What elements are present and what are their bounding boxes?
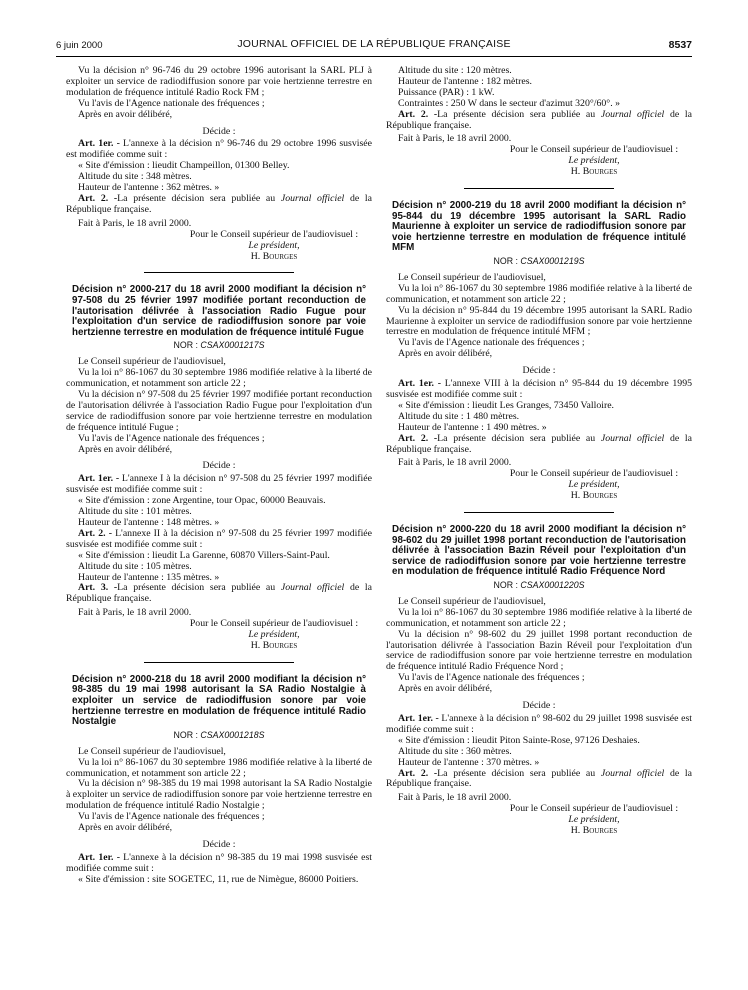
site-emission: « Site d'émission : lieudit Les Granges, 73450 Valloire. (398, 399, 614, 411)
signatory: H. Bourges (250, 639, 298, 651)
nor-label: NOR : (493, 256, 521, 267)
nor-code: CSAX0001217S (200, 340, 265, 351)
article-text: L'annexe à la décision n° 98-385 du 19 mai 1998 susvisée est modifiée comme suit : (66, 851, 372, 874)
vu-decision: Vu la décision n° 95-844 du 19 décembre 1995 autorisant la SARL Radio Maurienne à exploiter un service de radiodiffusion sonore par voie hertzienne terrestre en modulation de fréquence intitulé MFM ; (386, 304, 692, 338)
signature-title: Le président, (248, 239, 300, 251)
publication-date: 6 juin 2000 (56, 40, 103, 51)
article-text: La présente décision sera publiée au (437, 108, 601, 120)
hauteur-antenne: Hauteur de l'antenne : 148 mètres. » (78, 516, 220, 528)
fait-a-paris: Fait à Paris, le 18 avril 2000. (398, 457, 512, 469)
separator (464, 512, 614, 513)
site-emission: « Site d'émission : lieudit Piton Sainte-Rose, 97126 Deshaies. (398, 734, 640, 746)
article-1 (386, 379, 692, 401)
article-text: de la République française. (66, 192, 372, 215)
article-text: de la République française. (386, 108, 692, 131)
article-text: L'annexe à la décision n° 96-746 du 29 octobre 1996 susvisée est modifiée comme suit : (66, 138, 372, 161)
signature-pour: Pour le Conseil supérieur de l'audiovisuel : (509, 144, 679, 156)
decision-2000-219 (386, 201, 692, 502)
journal-officiel-ref: Journal officiel (600, 108, 665, 120)
separator (464, 188, 614, 189)
vu-avis: Vu l'avis de l'Agence nationale des fréquences ; (398, 337, 585, 349)
hauteur-antenne: Hauteur de l'antenne : 1 490 mètres. » (398, 421, 547, 433)
decision-2000-220 (386, 525, 692, 837)
altitude: Altitude du site : 101 mètres. (78, 506, 192, 518)
signature-title: Le président, (568, 155, 620, 167)
hauteur-antenne: Hauteur de l'antenne : 362 mètres. » (78, 182, 220, 194)
header-rule (56, 56, 692, 57)
article-text: La présente décision sera publiée au (117, 582, 281, 594)
signature-pour: Pour le Conseil supérieur de l'audiovisuel : (509, 468, 679, 480)
signature-title: Le président, (568, 814, 620, 826)
site-emission: « Site d'émission : lieudit La Garenne, 60870 Villers-Saint-Paul. (78, 549, 330, 561)
decision-2000-218 (66, 675, 372, 886)
decision-title: Décision n° 2000-218 du 18 avril 2000 modifiant la décision n° 98-385 du 19 mai 1998 autorisant la SA Radio Nostalgie à exploiter un service de radiodiffusion sonore par voie hertzienne terrestre en modulation de fréquence intitulé Radio Nostalgie (72, 673, 366, 728)
signature-pour: Pour le Conseil supérieur de l'audiovisuel : (189, 618, 359, 630)
conseil: Le Conseil supérieur de l'audiovisuel, (78, 745, 226, 757)
journal-officiel-ref: Journal officiel (280, 192, 345, 204)
nor-line (66, 730, 372, 741)
vu-decision: Vu la décision n° 98-602 du 29 juillet 1998 portant reconduction de l'autorisation délivrée à l'association Bazin Réveil pour l'exploitation d'un service de radiodiffusion sonore par voie hertzienne terrestre en modulation de fréquence intitulé Radio Fréquence Nord ; (386, 628, 692, 673)
altitude: Altitude du site : 360 mètres. (398, 745, 512, 757)
altitude: Altitude du site : 348 mètres. (78, 171, 192, 183)
article-text: La présente décision sera publiée au (437, 767, 601, 779)
decide-heading: Décide : (202, 125, 236, 137)
article-label: Art. 2. - (78, 192, 118, 204)
puissance: Puissance (PAR) : 1 kW. (398, 86, 495, 98)
article-text: L'annexe à la décision n° 98-602 du 29 juillet 1998 susvisée est modifiée comme suit : (386, 713, 692, 735)
article-2 (386, 110, 692, 132)
nor-line (386, 580, 692, 591)
altitude: Altitude du site : 120 mètres. (398, 65, 512, 76)
separator (144, 662, 294, 663)
nor-code: CSAX0001218S (200, 729, 265, 740)
article-text: La présente décision sera publiée au (117, 192, 281, 204)
vu-decision: Vu la décision n° 98-385 du 19 mai 1998 autorisant la SA Radio Nostalgie à exploiter un service de radiodiffusion sonore par voie hertzienne terrestre en modulation de fréquence intitulé Radio Nostalgie ; (66, 778, 372, 812)
article-1 (66, 139, 372, 161)
article-label: Art. 1er. - (78, 473, 120, 485)
fait-a-paris: Fait à Paris, le 18 avril 2000. (398, 133, 512, 145)
article-label: Art. 2. - (398, 108, 438, 120)
nor-line (66, 340, 372, 351)
article-2 (386, 434, 692, 456)
fait-a-paris: Fait à Paris, le 18 avril 2000. (78, 607, 192, 619)
decision-title: Décision n° 2000-217 du 18 avril 2000 modifiant la décision n° 97-508 du 25 février 1997 modifiée portant reconduction de l'autorisation délivrée à l'association Radio Fugue pour l'exploitation d'un service de radiodiffusion sonore par voie hertzienne terrestre en modulation de fréquence intitulé Fugue (72, 284, 366, 338)
site-emission: « Site d'émission : zone Argentine, tour Opac, 60000 Beauvais. (78, 495, 326, 507)
decision-continuation (66, 66, 372, 262)
vu-avis: Vu l'avis de l'Agence nationale des fréquences ; (78, 97, 265, 109)
conseil: Le Conseil supérieur de l'audiovisuel, (78, 356, 226, 368)
altitude: Altitude du site : 1 480 mètres. (398, 410, 520, 422)
hauteur-antenne: Hauteur de l'antenne : 370 mètres. » (398, 756, 540, 768)
journal-officiel-ref: Journal officiel (600, 767, 665, 779)
article-2 (386, 769, 692, 791)
decide-heading: Décide : (202, 838, 236, 850)
vu-decision: Vu la décision n° 96-746 du 29 octobre 1996 autorisant la SARL PLJ à exploiter un service de radiodiffusion sonore par voie hertzienne terrestre en modulation de fréquence intitulé Radio Rock FM ; (66, 65, 372, 98)
decision-title: Décision n° 2000-219 du 18 avril 2000 modifiant la décision n° 95-844 du 19 décembre 1995 autorisant la SARL Radio Maurienne à exploiter un service de radiodiffusion sonore par voie hertzienne terrestre en modulation de fréquence intitulé MFM (392, 200, 686, 254)
article-3 (66, 583, 372, 605)
left-column (66, 66, 372, 886)
article-1 (386, 714, 692, 736)
signatory: H. Bourges (570, 490, 618, 502)
apres-delibere: Après en avoir délibéré, (398, 348, 493, 360)
fait-a-paris: Fait à Paris, le 18 avril 2000. (78, 217, 192, 229)
site-emission: « Site d'émission : site SOGETEC, 11, rue de Nimègue, 86000 Poitiers. (78, 873, 359, 885)
article-text: L'annexe I à la décision n° 97-508 du 25 février 1997 modifiée susvisée est modifiée comme suit : (66, 473, 372, 496)
signatory: H. Bourges (570, 166, 618, 178)
vu-loi: Vu la loi n° 86-1067 du 30 septembre 1986 modifiée relative à la liberté de communication, et notamment son article 22 ; (66, 756, 372, 779)
journal-title: JOURNAL OFFICIEL DE LA RÉPUBLIQUE FRANÇAISE (237, 38, 511, 50)
decide-heading: Décide : (522, 365, 556, 377)
conseil: Le Conseil supérieur de l'audiovisuel, (398, 271, 546, 283)
apres-delibere: Après en avoir délibéré, (78, 822, 173, 834)
separator (144, 272, 294, 273)
journal-officiel-ref: Journal officiel (280, 582, 345, 594)
apres-delibere: Après en avoir délibéré, (398, 683, 493, 695)
signature-title: Le président, (568, 479, 620, 491)
decide-heading: Décide : (522, 700, 556, 712)
vu-avis: Vu l'avis de l'Agence nationale des fréquences ; (78, 811, 265, 823)
page-number: 8537 (668, 39, 692, 51)
site-emission: « Site d'émission : lieudit Champeillon, 01300 Belley. (78, 160, 290, 172)
journal-officiel-ref: Journal officiel (600, 432, 665, 444)
nor-label: NOR : (493, 580, 521, 591)
nor-label: NOR : (173, 340, 201, 351)
article-text: de la République française. (386, 767, 692, 790)
article-label: Art. 1er. - (398, 378, 441, 390)
article-text: de la République française. (66, 582, 372, 605)
article-label: Art. 2. - (398, 767, 438, 779)
conseil: Le Conseil supérieur de l'audiovisuel, (398, 595, 546, 607)
hauteur-antenne: Hauteur de l'antenne : 135 mètres. » (78, 571, 220, 583)
fait-a-paris: Fait à Paris, le 18 avril 2000. (398, 792, 512, 804)
signature-pour: Pour le Conseil supérieur de l'audiovisuel : (509, 803, 679, 815)
vu-loi: Vu la loi n° 86-1067 du 30 septembre 1986 modifiée relative à la liberté de communication, et notamment son article 22 ; (386, 606, 692, 629)
article-text: de la République française. (386, 432, 692, 455)
vu-avis: Vu l'avis de l'Agence nationale des fréquences ; (78, 432, 265, 444)
article-2 (66, 194, 372, 216)
decision-2000-217 (66, 285, 372, 651)
decision-2000-218-continued (386, 66, 692, 178)
signatory: H. Bourges (570, 825, 618, 837)
page-header (56, 38, 692, 54)
article-label: Art. 1er. - (398, 713, 439, 724)
decide-heading: Décide : (202, 460, 236, 472)
article-1 (66, 853, 372, 875)
signatory: H. Bourges (250, 250, 298, 262)
vu-loi: Vu la loi n° 86-1067 du 30 septembre 1986 modifiée relative à la liberté de communication, et notamment son article 22 ; (386, 282, 692, 305)
vu-avis: Vu l'avis de l'Agence nationale des fréquences ; (398, 672, 585, 684)
altitude: Altitude du site : 105 mètres. (78, 560, 192, 572)
article-label: Art. 1er. - (78, 851, 120, 863)
vu-decision: Vu la décision n° 97-508 du 25 février 1997 modifiée portant reconduction de l'autorisation délivrée à l'association Radio Fugue pour l'exploitation d'un service de radiodiffusion sonore par voie hertzienne terrestre en modulation de fréquence intitulé Fugue ; (66, 389, 372, 433)
article-2 (66, 529, 372, 551)
right-column (386, 66, 692, 837)
article-text: La présente décision sera publiée au (437, 432, 601, 444)
article-text: L'annexe II à la décision n° 97-508 du 25 février 1997 modifiée susvisée est modifiée comme suit : (66, 527, 372, 550)
vu-loi: Vu la loi n° 86-1067 du 30 septembre 1986 modifiée relative à la liberté de communication, et notamment son article 22 ; (66, 367, 372, 390)
article-label: Art. 2. - (78, 527, 112, 539)
hauteur-antenne: Hauteur de l'antenne : 182 mètres. (398, 75, 532, 87)
apres-delibere: Après en avoir délibéré, (78, 108, 173, 120)
article-label: Art. 1er. - (78, 138, 120, 150)
contraintes: Contraintes : 250 W dans le secteur d'azimut 320°/60°. » (398, 97, 621, 109)
signature-title: Le président, (248, 629, 300, 641)
signature-pour: Pour le Conseil supérieur de l'audiovisuel : (189, 228, 359, 240)
nor-label: NOR : (173, 729, 201, 740)
apres-delibere: Après en avoir délibéré, (78, 443, 173, 455)
nor-line (386, 256, 692, 267)
nor-code: CSAX0001219S (520, 256, 585, 267)
article-label: Art. 3. - (78, 582, 118, 594)
nor-code: CSAX0001220S (520, 580, 585, 591)
article-1 (66, 474, 372, 496)
article-text: L'annexe VIII à la décision n° 95-844 du 19 décembre 1995 susvisée est modifiée comme suit : (386, 378, 692, 400)
article-label: Art. 2. - (398, 432, 438, 444)
decision-title: Décision n° 2000-220 du 18 avril 2000 modifiant la décision n° 98-602 du 29 juillet 1998 portant reconduction de l'autorisation délivrée à l'association Bazin Réveil pour l'exploitation d'un service de radiodiffusion sonore par voie hertzienne terrestre en modulation de fréquence intitulé Radio Fréquence Nord (392, 524, 686, 578)
